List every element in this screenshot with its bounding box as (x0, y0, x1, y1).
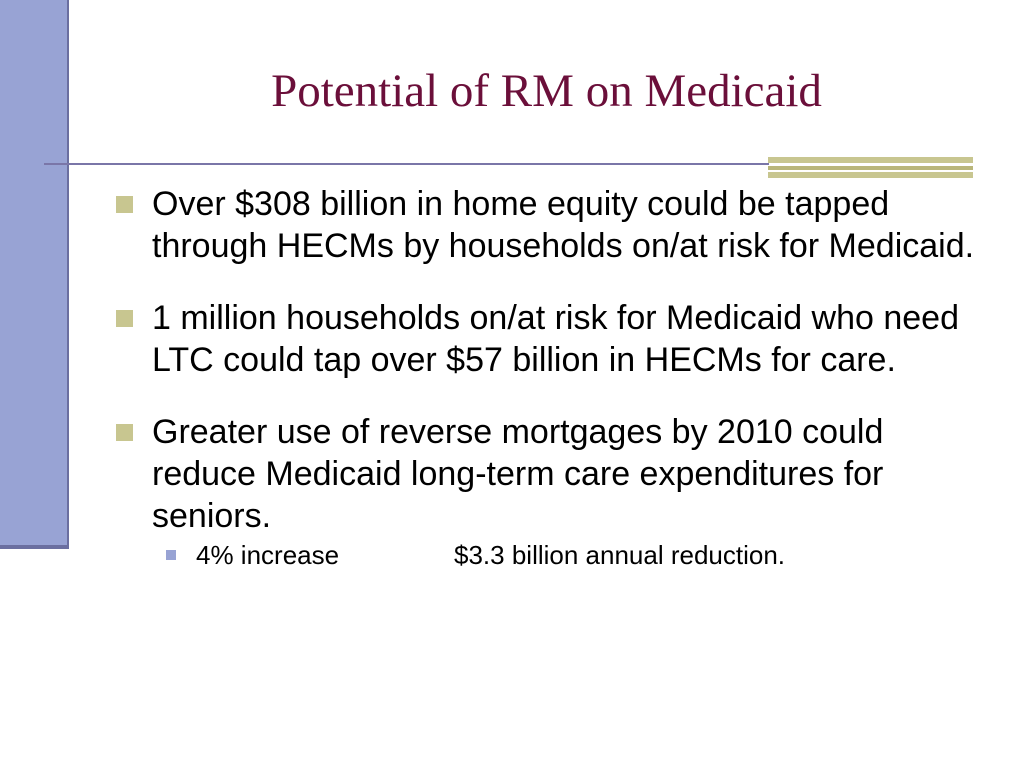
sub-bullet-item (166, 539, 976, 571)
square-bullet-icon (116, 424, 133, 441)
bullet-text: Greater use of reverse mortgages by 2010 could reduce Medicaid long-term care expenditures for seniors. (152, 413, 884, 535)
left-bar-shadow (0, 545, 69, 549)
slide-title: Potential of RM on Medicaid (271, 65, 822, 117)
title-divider (44, 163, 769, 165)
square-sub-bullet-icon (166, 550, 176, 560)
left-decorative-bar (0, 0, 67, 545)
bullet-item (116, 411, 976, 537)
bullet-item (116, 183, 976, 267)
bullet-item (116, 297, 976, 381)
bullet-list (116, 183, 976, 571)
accent-stripe (768, 157, 973, 163)
accent-stripe (768, 166, 973, 170)
bullet-text: Over $308 billion in home equity could be tapped through HECMs by households on/at risk for Medicaid. (152, 185, 975, 265)
square-bullet-icon (116, 196, 133, 213)
accent-stripe (768, 172, 973, 178)
title-divider-accent (768, 157, 973, 179)
square-bullet-icon (116, 310, 133, 327)
sub-bullet-label: 4% increase (196, 540, 340, 570)
bullet-text: 1 million households on/at risk for Medicaid who need LTC could tap over $57 billion in HECMs for care. (152, 299, 960, 379)
sub-bullet-value: $3.3 billion annual reduction. (454, 540, 786, 570)
